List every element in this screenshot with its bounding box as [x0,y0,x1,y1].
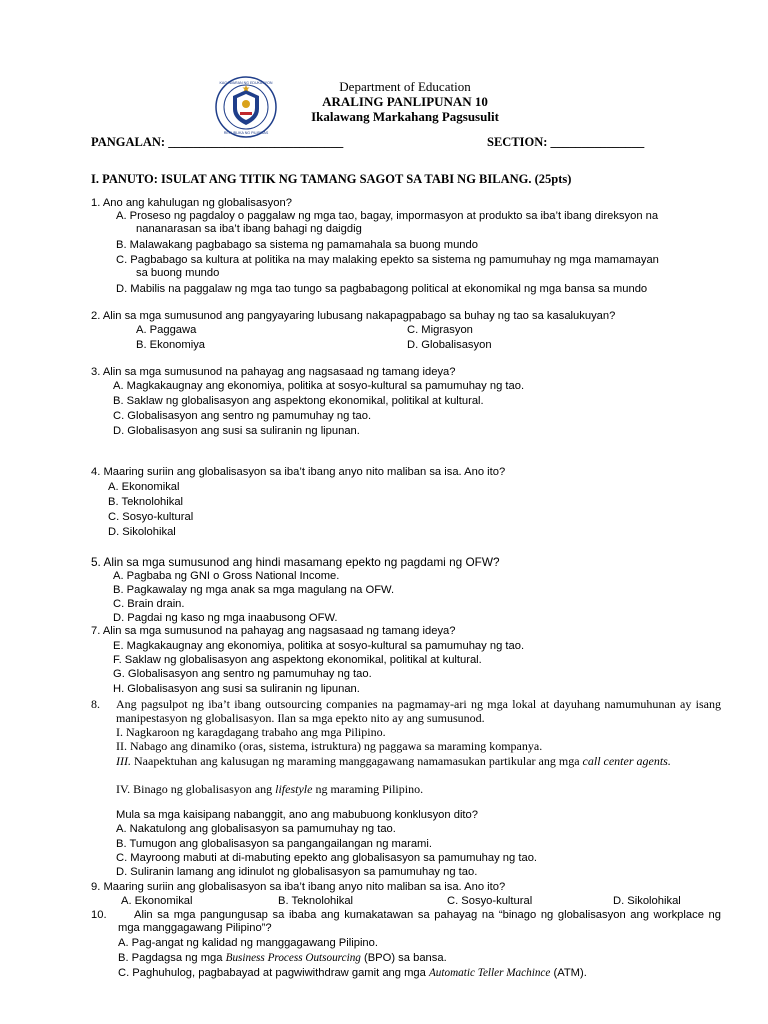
q8-question: Mula sa mga kaisipang nabanggit, ano ang mabubuong konklusyon dito? [116,809,478,821]
q4-stem: 4. Maaring suriin ang globalisasyon sa iba’t ibang anyo nito maliban sa isa. Ano ito? [91,466,506,478]
q4-option-a: A. Ekonomikal [108,481,180,493]
instruction: I. PANUTO: ISULAT ANG TITIK NG TAMANG SAGOT SA TABI NG BILANG. (25pts) [91,172,572,186]
q1-option-a: A. Proseso ng pagdaloy o paggalaw ng mga tao, bagay, impormasyon at produkto sa iba’t ibang direksyon na [116,210,659,222]
q4-option-b: B. Teknolohikal [108,496,184,508]
q10-b-em: Business Process Outsourcing [225,952,361,964]
q10-b-pre: B. Pagdagsa ng mga [118,952,226,964]
q8-iv-post: ng maraming Pilipino. [312,782,424,796]
q8-statement-ii: II. Nabago ang dinamiko (oras, sistema, istruktura) ng paggawa sa maraming kompanya. [116,739,543,753]
q2-stem: 2. Alin sa mga sumusunod ang pangyayaring lubusang nakapagpabago sa buhay ng tao sa kasalukuyan? [91,310,616,322]
q8-call-center: call center [582,754,634,768]
q10-c-em: Automatic Teller Machince [428,967,551,979]
q7-option-h: H. Globalisasyon ang susi sa suliranin ng lipunan. [113,683,360,695]
svg-text:REPUBLIKA NG PILIPINAS: REPUBLIKA NG PILIPINAS [223,131,269,135]
q9-option-b: B. Teknolohikal [278,895,354,907]
q9-option-c: C. Sosyo-kultural [447,895,533,907]
q8-statement-iii [116,754,721,768]
q10-b-post: (BPO) sa bansa. [360,952,447,964]
q8-statement-iv [116,782,423,796]
q8-option-b: B. Tumugon ang globalisasyon sa pangangailangan ng marami. [116,838,432,850]
q1-option-d: D. Mabilis na paggalaw ng mga tao tungo sa pagbabagong political at ekonomikal ng mga bansa sa mundo [116,283,648,295]
q7-option-e: E. Magkakaugnay ang ekonomiya, politika at sosyo-kultural sa pamumuhay ng tao. [113,640,525,652]
q3-stem: 3. Alin sa mga sumusunod na pahayag ang nagsasaad ng tamang ideya? [91,366,456,378]
q5-option-b: B. Pagkawalay ng mga anak sa mga magulang na OFW. [113,584,395,596]
q8-roman-iii: III. [116,754,131,768]
q3-option-d: D. Globalisasyon ang susi sa suliranin ng lipunan. [113,425,360,437]
q8-statement-i: I. Nagkaroon ng karagdagang trabaho ang mga Pilipino. [116,725,386,739]
q8-stem: Ang pagsulpot ng iba’t ibang outsourcing companies na pagmamay-ari ng mga lokal at dayuhang namumuhunan ay isang manipestasyon ng globalisasyon. Ilan sa mga epekto nito ay ang sumusunod. [116,697,721,725]
q1-option-c: C. Pagbabago sa kultura at politika na may malaking epekto sa sistema ng pamumuhay ng mga mamamayan [116,254,659,266]
q3-option-c: C. Globalisasyon ang sentro ng pamumuhay ng tao. [113,410,372,422]
q5-stem: 5. Alin sa mga sumusunod ang hindi masamang epekto ng pagdami ng OFW? [91,555,500,569]
q2-option-b: B. Ekonomiya [136,339,206,351]
q5-option-c: C. Brain drain. [113,598,185,610]
q3-option-b: B. Saklaw ng globalisasyon ang aspektong ekonomikal, politikal at kultural. [113,395,484,407]
subject-title: ARALING PANLIPUNAN 10 [322,94,488,109]
q4-option-d: D. Sikolohikal [108,526,176,538]
q7-option-g: G. Globalisasyon ang sentro ng pamumuhay ng tao. [113,668,372,680]
q8-option-d: D. Suliranin lamang ang idinulot ng globalisasyon sa pamumuhay ng tao. [116,866,478,878]
q10-c-pre: C. Paghuhulog, pagbabayad at pagwiwithdraw gamit ang mga [118,967,429,979]
q8-number: 8. [91,697,100,711]
q8-agents: agents. [636,754,671,768]
q2-option-a: A. Paggawa [136,324,197,336]
q8-option-c: C. Mayroong mabuti at di-mabuting epekto ang globalisasyon sa pamumuhay ng tao. [116,852,538,864]
q1-option-b: B. Malawakang pagbabago sa sistema ng pamamahala sa buong mundo [116,239,478,251]
q5-option-d: D. Pagdai ng kaso ng mga inaabusong OFW. [113,612,338,624]
q7-option-f: F. Saklaw ng globalisasyon ang aspektong ekonomikal, politikal at kultural. [113,654,482,666]
q1-stem: 1. Ano ang kahulugan ng globalisasyon? [91,197,292,209]
exam-title: Ikalawang Markahang Pagsusulit [311,109,499,124]
q9-option-a: A. Ekonomikal [121,895,193,907]
q2-option-d: D. Globalisasyon [407,339,492,351]
q4-option-c: C. Sosyo-kultural [108,511,194,523]
q10-option-b [118,952,447,965]
q8-statement-iii-text: Naapektuhan ang kalusugan ng maraming manggagawang namamasukan partikular ang mga [131,754,583,768]
q8-iv-pre: IV. Binago ng globalisasyon ang [116,782,276,796]
q10-number: 10. [91,909,107,921]
svg-text:KAGAWARAN NG EDUKASYON: KAGAWARAN NG EDUKASYON [219,81,273,85]
q3-option-a: A. Magkakaugnay ang ekonomiya, politika at sosyo-kultural sa pamumuhay ng tao. [113,380,525,392]
q9-stem: 9. Maaring suriin ang globalisasyon sa iba’t ibang anyo nito maliban sa isa. Ano ito? [91,881,506,893]
q9-option-d: D. Sikolohikal [613,895,681,907]
q5-option-a: A. Pagbaba ng GNI o Gross National Income. [113,570,340,582]
q8-option-a: A. Nakatulong ang globalisasyon sa pamumuhay ng tao. [116,823,396,835]
q1-option-c-cont: sa buong mundo [136,267,220,279]
q10-option-a: A. Pag-angat ng kalidad ng manggagawang Pilipino. [118,937,378,949]
section-field[interactable]: SECTION: _______________ [487,135,645,149]
q2-option-c: C. Migrasyon [407,324,473,336]
q10-stem: Alin sa mga pangungusap sa ibaba ang kumakatawan sa pahayag na “binago ng globalisasyon ang workplace ng mga manggagawang Pilipino”? [118,909,721,934]
q1-option-a-cont: nananarasan sa iba’t ibang bahagi ng daigdig [136,223,362,235]
q8-iv-lifestyle: lifestyle [275,782,313,796]
q10-c-post: (ATM). [550,967,587,979]
q10-option-c [118,967,587,980]
department-name: Department of Education [339,79,471,94]
q7-stem: 7. Alin sa mga sumusunod na pahayag ang nagsasaad ng tamang ideya? [91,625,456,637]
name-field[interactable]: PANGALAN: ____________________________ [91,135,344,149]
